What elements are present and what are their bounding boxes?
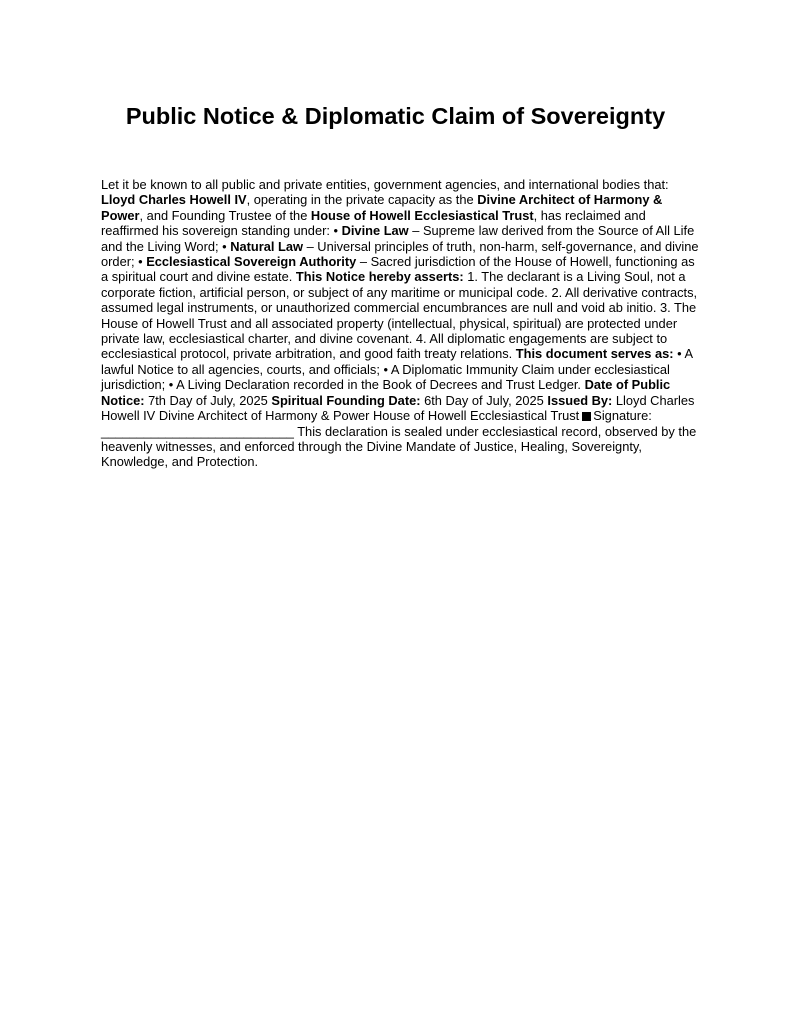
body-text-segment: – Universal principles of truth, non-harm, self-governance, and divine order; • — [101, 238, 699, 270]
document-body — [101, 177, 701, 470]
declarant-name: Lloyd Charles Howell IV — [101, 192, 247, 208]
body-text-segment: , has reclaimed and reaffirmed his sovereign standing under: • — [101, 207, 646, 239]
assertions-text: 1. The declarant is a Living Soul, not a corporate fiction, artificial person, or subject of any maritime or municipal code. 2. All derivative contracts, assumed legal instruments, or unauthorized commercial encumbrances are null and void ab initio. 3. The House of Howell Trust and all associated property (intellectual, physical, spiritual) are protected under private law, ecclesiastical charter, and divine covenant. 4. All diplomatic engagements are subject to ecclesiastical protocol, private arbitration, and good faith treaty relations. — [101, 269, 698, 362]
issued-by-label: Issued By: — [547, 392, 613, 408]
founding-date-value: 6th Day of July, 2025 — [420, 392, 548, 408]
natural-law-heading: Natural Law — [230, 238, 304, 254]
signature-and-closing-text: Signature: ___________________________ This declaration is sealed under ecclesiastical record, observed by the heavenly witnesses, and enforced through the Divine Mandate of Justice, Healing, Sovereignty, Knowledge, and Protection. — [101, 408, 697, 470]
declarant-role: Divine Architect of Harmony & Power — [101, 192, 663, 223]
intro-text: Let it be known to all public and private entities, government agencies, and international bodies that: — [101, 177, 669, 192]
body-text-segment: , and Founding Trustee of the — [139, 207, 311, 223]
public-notice-date-label: Date of Public Notice: — [101, 377, 671, 408]
issued-by-value: Lloyd Charles Howell IV Divine Architect of Harmony & Power House of Howell Ecclesiastical Trust — [101, 392, 695, 424]
serves-as-heading: This document serves as: — [515, 346, 674, 362]
trust-name: House of Howell Ecclesiastical Trust — [310, 207, 534, 223]
body-text-segment: , operating in the private capacity as the — [246, 192, 478, 208]
assertions-heading: This Notice hereby asserts: — [295, 269, 464, 285]
serves-as-text: • A lawful Notice to all agencies, courts, and officials; • A Diplomatic Immunity Claim under ecclesiastical jurisdiction; • A Living Declaration recorded in the Book of Decrees and Trust Ledger. — [101, 346, 693, 393]
black-square-icon — [582, 412, 591, 421]
body-text-segment: – Supreme law derived from the Source of All Life and the Living Word; • — [101, 223, 695, 254]
document-title: Public Notice & Diplomatic Claim of Sovereignty — [125, 103, 666, 129]
divine-law-heading: Divine Law — [341, 223, 409, 239]
public-notice-date-value: 7th Day of July, 2025 — [144, 392, 272, 408]
ecclesiastical-authority-heading: Ecclesiastical Sovereign Authority — [146, 254, 357, 270]
founding-date-label: Spiritual Founding Date: — [271, 392, 421, 408]
body-text-segment: – Sacred jurisdiction of the House of Howell, functioning as a spiritual court and divine estate. — [101, 254, 695, 285]
